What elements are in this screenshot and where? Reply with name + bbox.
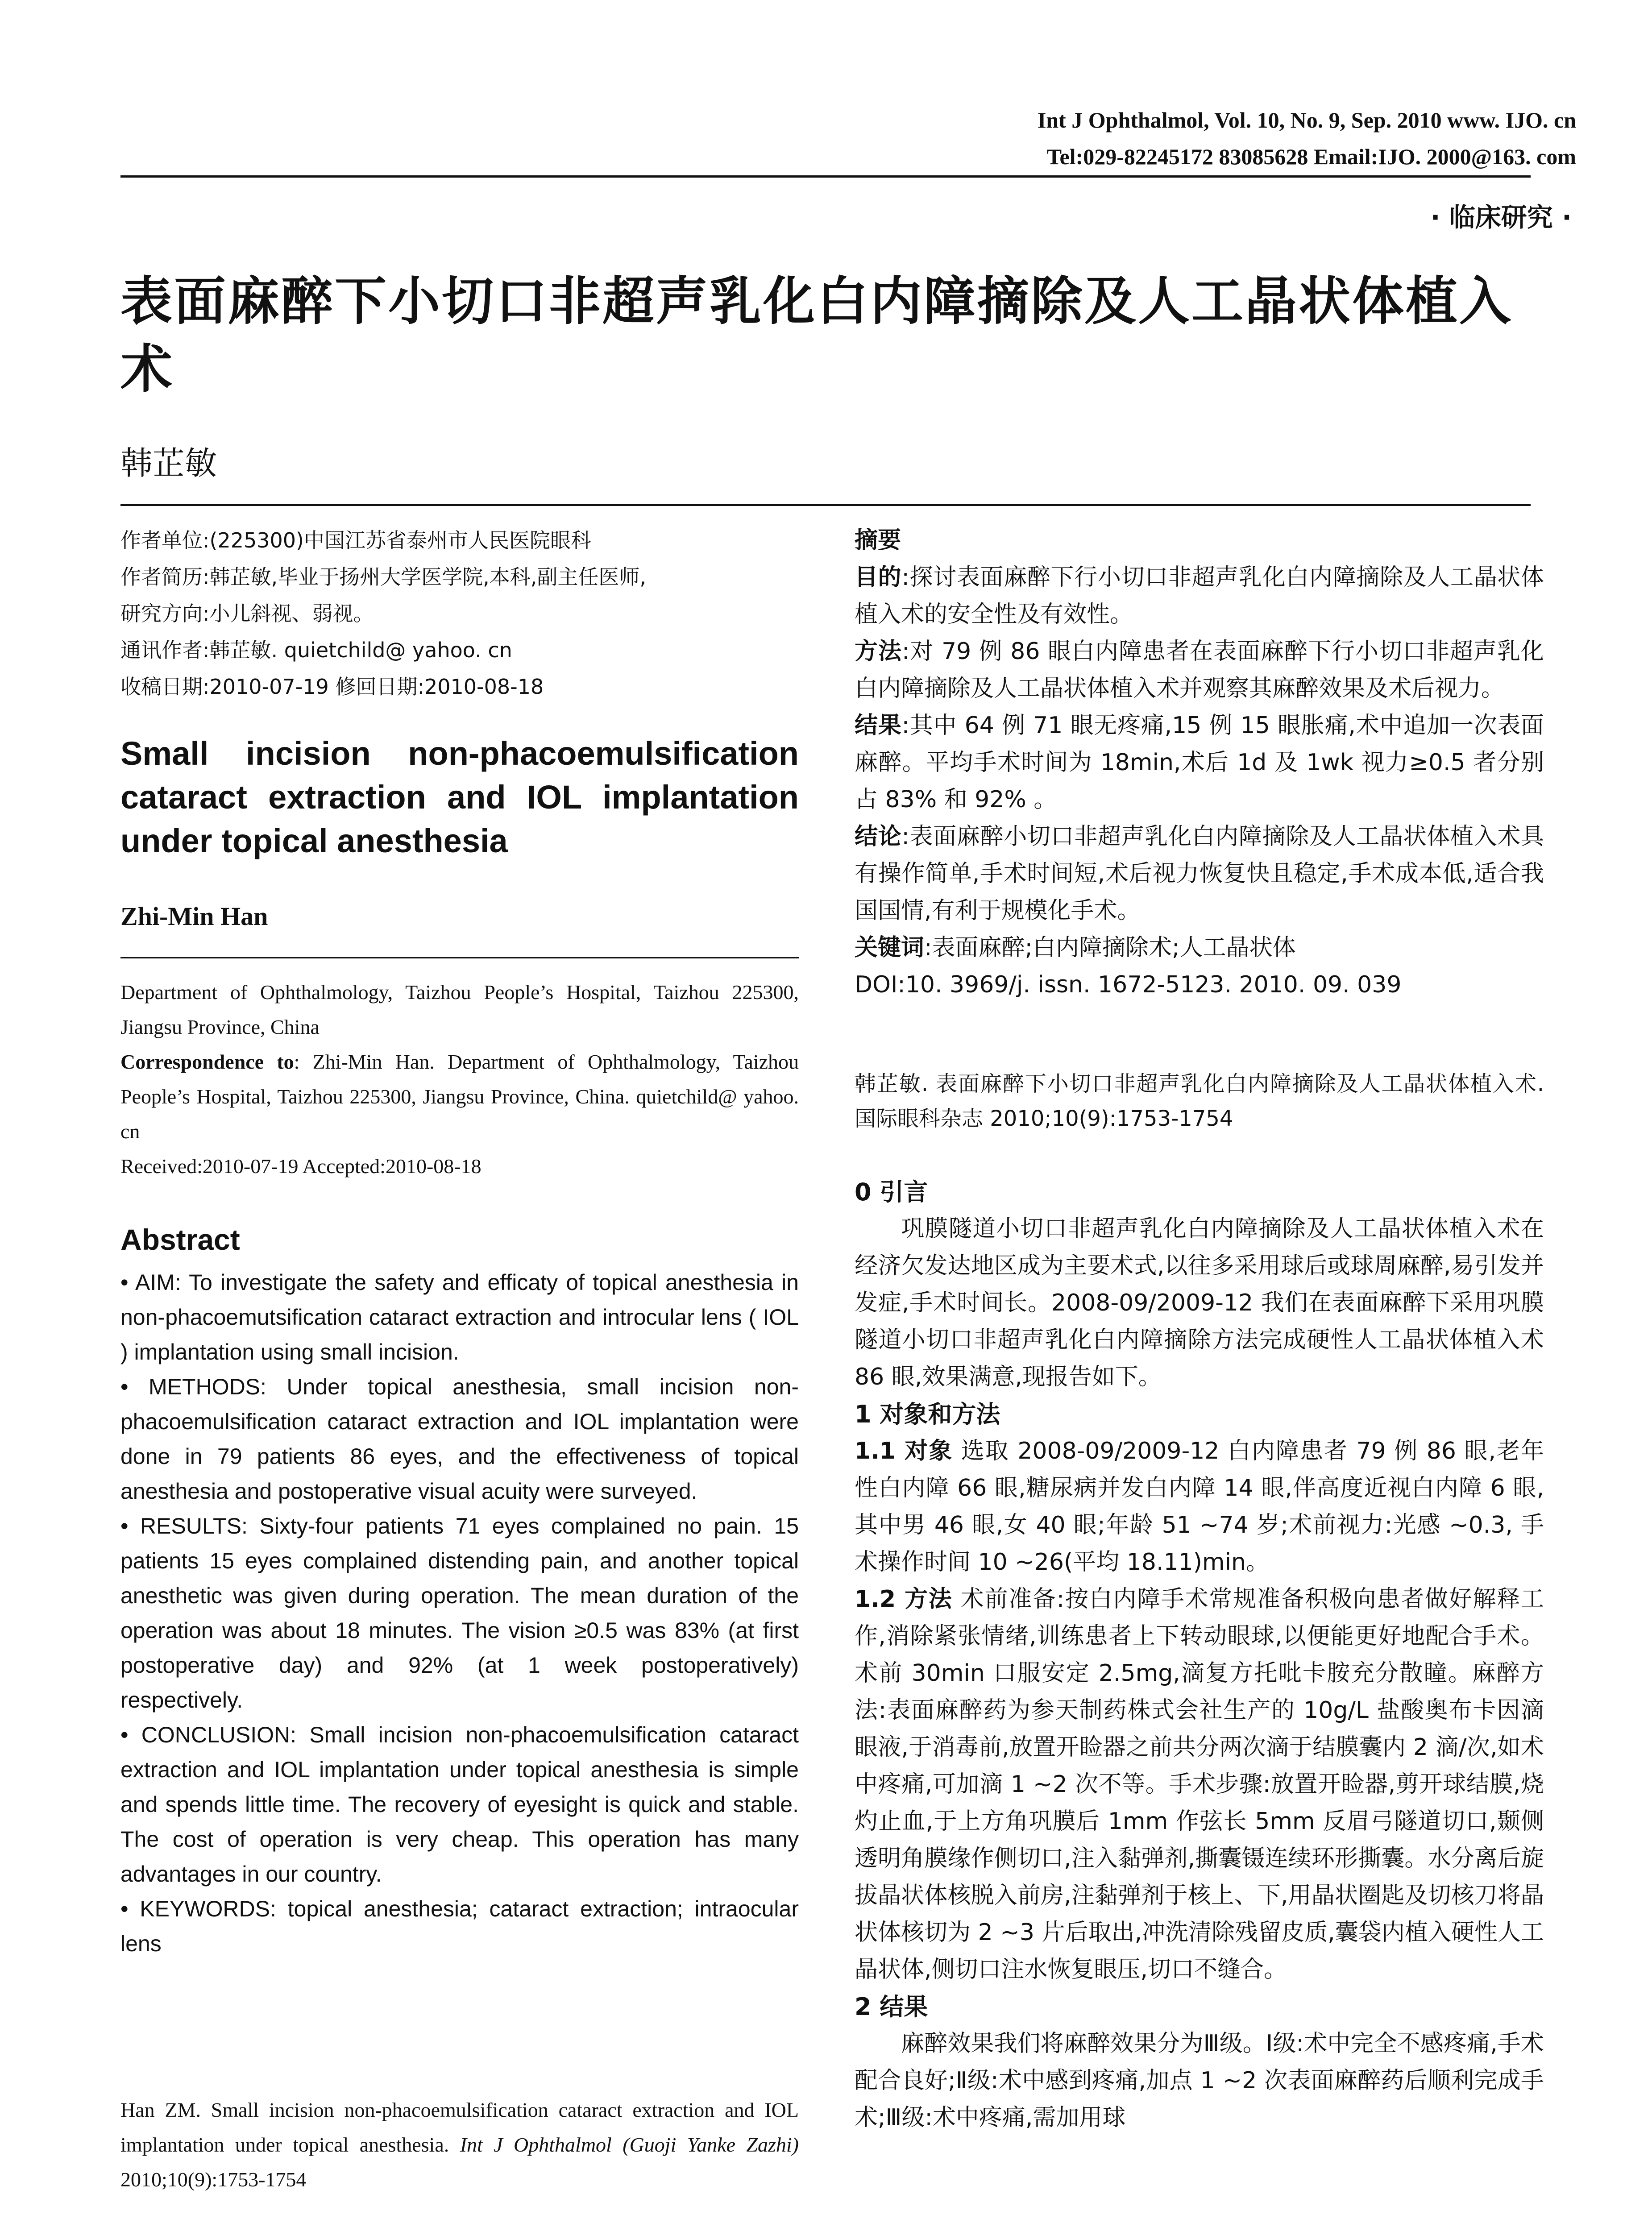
conclusion-text: :表面麻醉小切口非超声乳化白内障摘除及人工晶状体植入术具有操作简单,手术时间短,术后视力恢复快且稳定,手术成本低,适合我国国情,有利于规模化手术。 — [855, 823, 1544, 924]
body-text — [855, 1174, 1544, 2136]
aim-label: 目的 — [855, 564, 902, 591]
citation-text: Han ZM. Small incision non-phacoemulsification cataract extraction and IOL implantation under topical anesthesia. — [120, 2098, 799, 2156]
page-title: 表面麻醉下小切口非超声乳化白内障摘除及人工晶状体植入术 — [120, 271, 1513, 399]
abstract-results: • RESULTS: Sixty-four patients 71 eyes complained no pain. 15 patients 15 eyes complained distending pain, and another topical anesthetic was given during operation. The mean duration of the operation was about 18 minutes. The vision ≥0.5 was 83% (at first postoperative day) and 92% (at 1 week postoperatively) respectively. — [120, 1514, 799, 1713]
info-line: 收稿日期:2010-07-19 修回日期:2010-08-18 — [120, 675, 544, 699]
citation-journal: Int J Ophthalmol (Guoji Yanke Zazhi) — [460, 2133, 799, 2156]
results-label: 结果 — [855, 712, 902, 739]
sec1-heading: 1 对象和方法 — [855, 1400, 1000, 1428]
info-line: 研究方向:小儿斜视、弱视。 — [120, 601, 374, 626]
abstract-en — [120, 1265, 799, 1961]
keywords-text: :表面麻醉;白内障摘除术;人工晶状体 — [924, 934, 1296, 961]
abstract-cn — [855, 522, 1544, 1004]
abstract-aim: • AIM: To investigate the safety and efficaty of topical anesthesia in non-phacoemutsification cataract extraction and introcular lens ( IOL ) implantation using small incision. — [120, 1270, 799, 1364]
sec0-heading: 0 引言 — [855, 1178, 928, 1206]
author-rule — [120, 957, 799, 958]
sec12 — [855, 1581, 1544, 1988]
correspondence-text: : Zhi-Min Han. Department of Ophthalmology, Taizhou People’s Hospital, Taizhou 225300, Jiangsu Province, China. quietchild@ yahoo. cn — [120, 1050, 799, 1143]
abstract-cn-keywords — [855, 929, 1544, 966]
abstract-keywords: • KEYWORDS: topical anesthesia; cataract extraction; intraocular lens — [120, 1896, 799, 1956]
author-info — [120, 522, 808, 705]
abstract-methods: • METHODS: Under topical anesthesia, small incision non-phacoemulsification cataract extraction and IOL implantation were done in 79 patients 86 eyes, and the effectiveness of topical anesthesia and postoperative visual acuity were surveyed. — [120, 1374, 799, 1504]
received-line: Received:2010-07-19 Accepted:2010-08-18 — [120, 1155, 481, 1178]
keywords-label: 关键词 — [855, 934, 925, 961]
sec12-text: 术前准备:按白内障手术常规准备积极向患者做好解释工作,消除紧张情绪,训练患者上下转动眼球,以便能更好地配合手术。术前 30min 口服安定 2.5mg,滴复方托吡卡胺充分散瞳。麻醉方法:表面麻醉药为参天制药株式会社生产的 10g/L 盐酸奥布卡因滴眼液,于消毒前,放置开睑器之前共分两次滴于结膜囊内 2 滴/次,如术中疼痛,可加滴 1 ~2 次不等。手术步骤:放置开睑器,剪开球结膜,烧灼止血,于上方角巩膜后 1mm 作弦长 5mm 反眉弓隧道切口,颞侧透明角膜缘作侧切口,注入黏弹剂,撕囊镊连续环形撕囊。水分离后旋拔晶状体核脱入前房,注黏弹剂于核上、下,用晶状圈匙及切核刀将晶状体核切为 2 ~3 片后取出,冲洗清除残留皮质,囊袋内植入硬性人工晶状体,侧切口注水恢复眼压,切口不缝合。 — [855, 1586, 1544, 1983]
affiliation-text: Department of Ophthalmology, Taizhou People’s Hospital, Taizhou 225300, Jiangsu Province, China — [120, 981, 799, 1038]
sec11 — [855, 1433, 1544, 1581]
affiliation — [120, 975, 799, 1184]
sec11-label: 1.1 对象 — [855, 1438, 953, 1464]
abstract-cn-methods — [855, 633, 1544, 707]
abstract-cn-heading: 摘要 — [855, 527, 901, 554]
correspondence — [120, 1045, 799, 1149]
abstract-cn-conclusion — [855, 818, 1544, 929]
abstract-cn-aim — [855, 559, 1544, 633]
sec12-label: 1.2 方法 — [855, 1586, 953, 1613]
info-line: 作者简历:韩芷敏,毕业于扬州大学医学院,本科,副主任医师, — [120, 565, 646, 589]
english-author: Zhi-Min Han — [120, 902, 268, 931]
sec11-text: 选取 2008-09/2009-12 白内障患者 79 例 86 眼,老年性白内障 66 眼,糖尿病并发白内障 14 眼,伴高度近视白内障 6 眼,其中男 46 眼,女 40 眼;年龄 51 ~74 岁;术前视力:光感 ~0.3, 手术操作时间 10 ~26(平均 18.11)min。 — [855, 1438, 1544, 1576]
abstract-heading: Abstract — [120, 1223, 240, 1256]
sec2-heading: 2 结果 — [855, 1993, 928, 2021]
english-title: Small incision non-phacoemulsification cataract extraction and IOL implantation under topical anesthesia — [120, 735, 799, 859]
methods-text: :对 79 例 86 眼白内障患者在表面麻醉下行小切口非超声乳化白内障摘除及人工晶状体植入术并观察其麻醉效果及术后视力。 — [855, 638, 1544, 702]
title-rule — [120, 504, 1531, 506]
header-rule — [120, 175, 1531, 178]
sec0-text: 巩膜隧道小切口非超声乳化白内障摘除及人工晶状体植入术在经济欠发达地区成为主要术式,以往多采用球后或球周麻醉,易引发并发症,手术时间长。2008-09/2009-12 我们在表面麻醉下采用巩膜隧道小切口非超声乳化白内障摘除方法完成硬性人工晶状体植入术 86 眼,效果满意,现报告如下。 — [855, 1215, 1544, 1390]
abstract-conclusion: • CONCLUSION: Small incision non-phacoemulsification cataract extraction and IOL implantation under topical anesthesia is simple and spends little time. The recovery of eyesight is quick and stable. The cost of operation is very cheap. This operation has many advantages in our country. — [120, 1722, 799, 1887]
citation-en — [120, 2093, 799, 2197]
correspondence-label: Correspondence to — [120, 1050, 294, 1073]
section-tag: · 临床研究 · — [1430, 202, 1572, 232]
sec2-text: 麻醉效果我们将麻醉效果分为Ⅲ级。Ⅰ级:术中完全不感疼痛,手术配合良好;Ⅱ级:术中感到疼痛,加点 1 ~2 次表面麻醉药后顺利完成手术;Ⅲ级:术中疼痛,需加用球 — [855, 2030, 1544, 2131]
contact-line: Tel:029-82245172 83085628 Email:IJO. 2000@163. com — [1046, 144, 1576, 169]
methods-label: 方法 — [855, 638, 902, 665]
conclusion-label: 结论 — [855, 823, 902, 850]
doi: DOI:10. 3969/j. issn. 1672-5123. 2010. 09. 039 — [855, 971, 1402, 998]
info-line: 通讯作者:韩芷敏. quietchild@ yahoo. cn — [120, 638, 512, 662]
journal-line: Int J Ophthalmol, Vol. 10, No. 9, Sep. 2010 www. IJO. cn — [1037, 108, 1576, 133]
results-text: :其中 64 例 71 眼无疼痛,15 例 15 眼胀痛,术中追加一次表面麻醉。平均手术时间为 18min,术后 1d 及 1wk 视力≥0.5 者分别占 83% 和 92% 。 — [855, 712, 1544, 813]
citation-cn: 韩芷敏. 表面麻醉下小切口非超声乳化白内障摘除及人工晶状体植入术. 国际眼科杂志 2010;10(9):1753-1754 — [855, 1071, 1544, 1131]
info-line: 作者单位:(225300)中国江苏省泰州市人民医院眼科 — [120, 528, 591, 552]
abstract-cn-results — [855, 707, 1544, 818]
aim-text: :探讨表面麻醉下行小切口非超声乳化白内障摘除及人工晶状体植入术的安全性及有效性。 — [855, 564, 1544, 628]
author-cn: 韩芷敏 — [120, 444, 217, 482]
citation-tail: 2010;10(9):1753-1754 — [120, 2168, 307, 2191]
